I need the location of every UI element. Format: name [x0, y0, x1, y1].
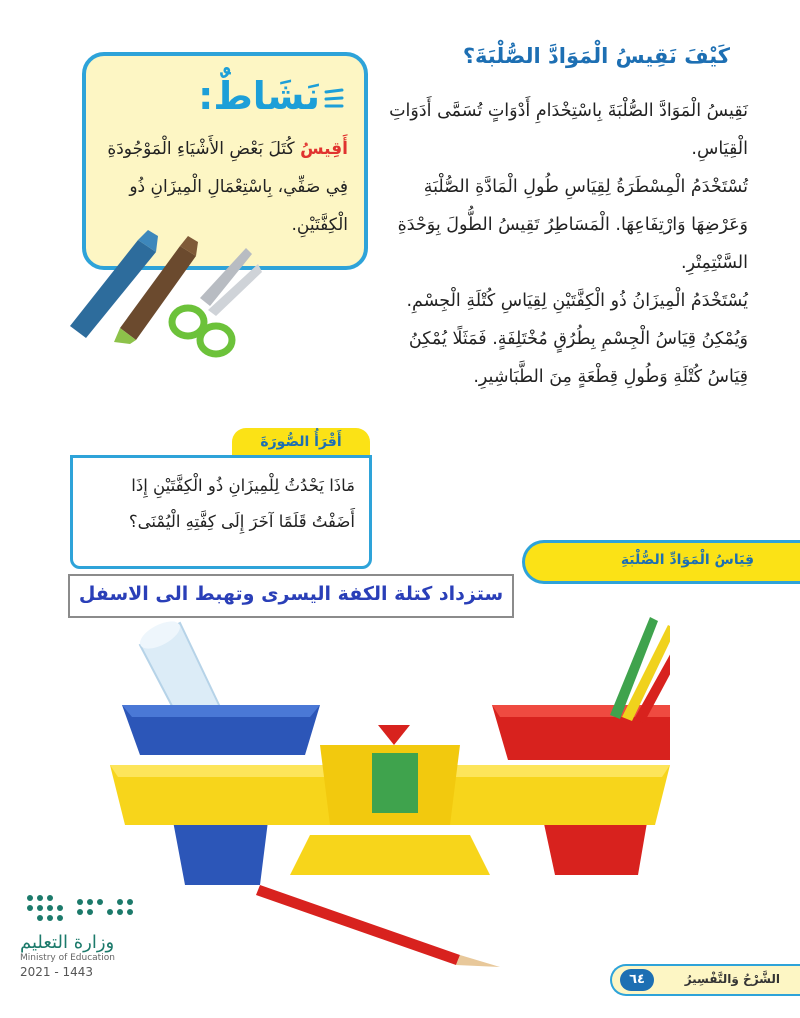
balance-scale-illustration — [110, 595, 670, 975]
read-picture-question: مَاذَا يَحْدُثُ لِلْمِيزَانِ ذُو الْكِفَّتَيْنِ إِذَا أَضَفْتُ قَلَمًا آخَرَ إِلَى كِفَّتِهِ الْيُمْنَى؟ — [128, 476, 355, 531]
read-picture-tab: أَقْرَأُ الصُّورَةَ — [232, 428, 370, 456]
read-picture-box — [70, 455, 372, 569]
page-number: ٦٤ — [620, 969, 654, 991]
body-text — [383, 92, 748, 396]
activity-text — [94, 130, 348, 244]
paragraph-3: يُسْتَخْدَمُ الْمِيزَانُ ذُو الْكِفَّتَيْنِ لِقِيَاسِ كُتْلَةِ الْجِسْمِ. وَيُمْكِنُ قِيَاسُ الْجِسْمِ بِطُرُقٍ مُخْتَلِفَةٍ. فَمَثَلًا يُمْكِنُ قِيَاسُ كُتْلَةِ وَطُولِ قِطْعَةٍ مِنَ الطَّبَاشِيرِ. — [406, 291, 748, 387]
footer-label: الشَّرْحُ وَالتَّفْسِيرُ — [684, 972, 780, 986]
brown-crayon-icon — [114, 236, 198, 344]
activity-body: كُتَلَ بَعْضِ الأَشْيَاءِ الْمَوْجُودَةِ فِي صَفِّي، بِاسْتِعْمَالِ الْمِيزَانِ ذُو الْكِفَّتَيْنِ. — [107, 139, 348, 235]
activity-verb: أَقِيسُ — [300, 139, 348, 159]
paragraph-2: تُسْتَخْدَمُ الْمِسْطَرَةُ لِقِيَاسِ طُولِ الْمَادَّةِ الصُّلْبَةِ وَعَرْضِهَا وَارْتِفَاعِهَا. الْمَسَاطِرُ تَقِيسُ الطُّولَ بِوَحْدَةِ السَّنْتِمِتْرِ. — [397, 177, 748, 273]
caption-text: قِيَاسُ الْمَوَادِّ الصُّلْبَةِ — [620, 552, 754, 568]
center-block — [372, 753, 418, 813]
pointer-icon — [378, 725, 410, 745]
page-footer — [610, 964, 800, 996]
answer-text: ستزداد كتلة الكفة اليسرى وتهبط الى الاسفل — [78, 583, 504, 605]
activity-title: نَشَاطٌ: — [198, 74, 320, 118]
red-pencil-icon — [256, 885, 500, 967]
activity-marks-icon — [324, 88, 344, 110]
section-heading: كَيْفَ نَقِيسُ الْمَوَادَّ الصُّلْبَةَ؟ — [462, 44, 730, 68]
paragraph-1: نَقِيسُ الْمَوَادَّ الصُّلْبَةَ بِاسْتِخْدَامِ أَدْوَاتٍ تُسَمَّى أَدَوَاتِ الْقِيَاسِ. — [389, 101, 748, 159]
crayons-scissors-illustration — [60, 228, 270, 368]
ministry-name-en: Ministry of Education — [20, 953, 115, 963]
image-caption — [522, 540, 800, 584]
ministry-name-ar: وزارة التعليم — [20, 932, 115, 953]
ministry-year: 2021 - 1443 — [20, 965, 94, 979]
answer-box — [68, 574, 514, 618]
ministry-logo — [20, 890, 180, 979]
ministry-dots-icon — [20, 890, 140, 922]
